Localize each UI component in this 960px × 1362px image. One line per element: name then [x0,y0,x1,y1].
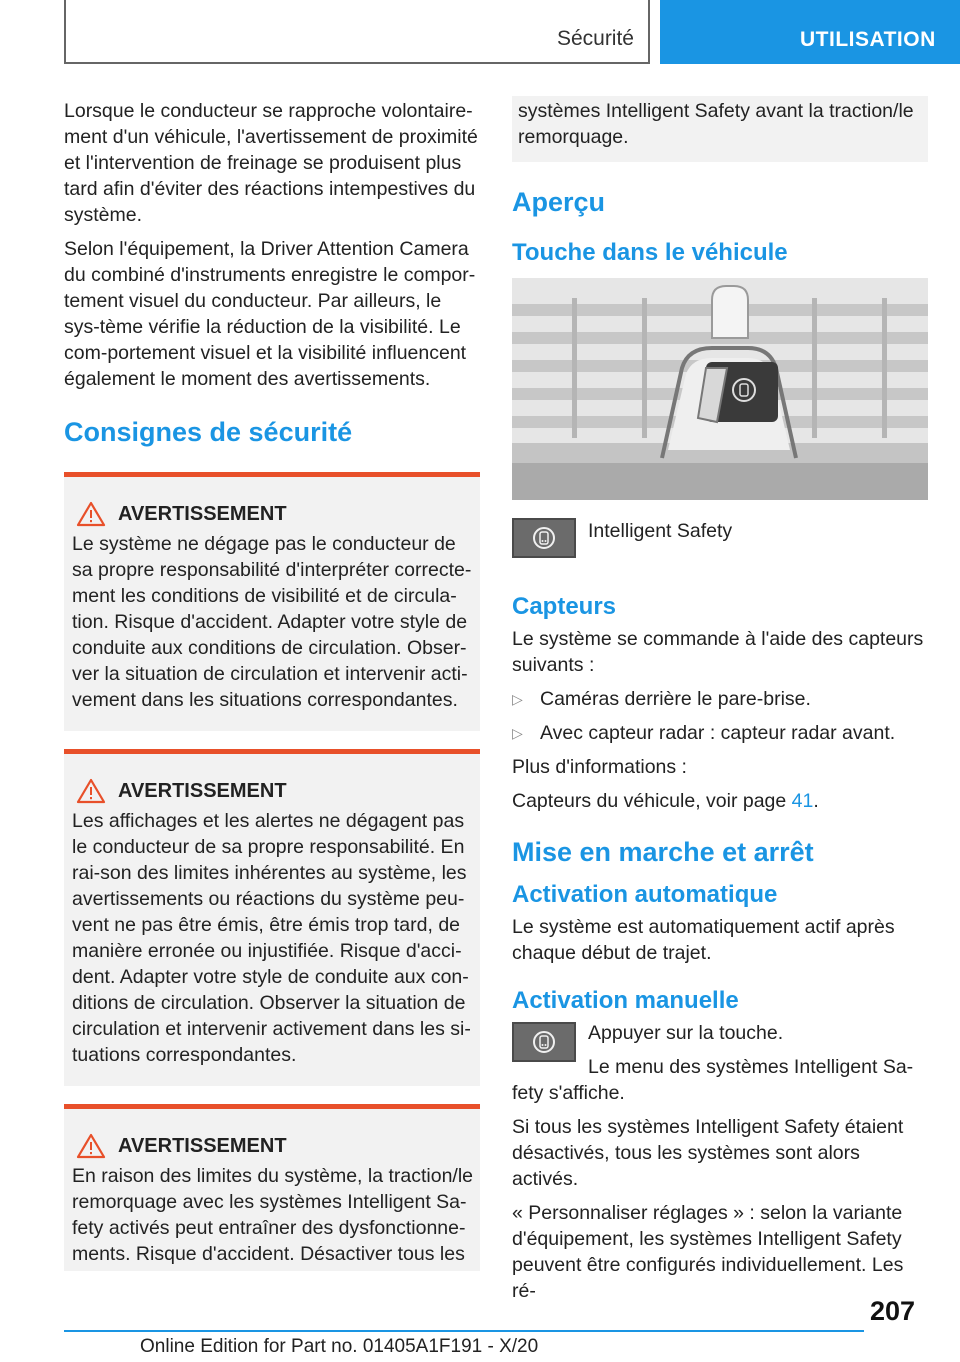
manual-step-1: Appuyer sur la touche. [588,1022,784,1044]
button-caption: Intelligent Safety [588,520,733,542]
bullet-triangle-icon: ▷ [512,691,523,707]
button-heading: Touche dans le véhicule [512,239,788,266]
auto-activation-heading: Activation automatique [512,881,778,908]
header-chapter-title: UTILISATION [800,28,936,51]
warning-triangle-icon [76,1133,106,1159]
intro-paragraph-1: Lorsque le conducteur se rapproche volontaire‐ment d'un véhicule, l'avertissement de proximité et l'intervention de freinage se produisent plus tard afin d'éviter des réactions intempestives du système. [64,100,478,226]
list-item-text: Caméras derrière le pare-brise. [540,688,811,710]
warning-text: En raison des limites du système, la traction/le remorquage avec les systèmes Intelligent Sa‐fety activés peut entraîner des dysfonctionne‐ments. Risque d'accident. Désactiver tous les [72,1165,474,1265]
list-item [512,720,928,746]
vehicle-button-photo [512,278,928,500]
header-chapter-tab [660,0,960,64]
sensors-heading: Capteurs [512,593,617,620]
manual-activation-block [512,1020,928,1106]
auto-activation-text: Le système est automatiquement actif après chaque début de trajet. [512,916,895,964]
left-column [64,98,480,1271]
button-caption-row [512,518,928,558]
warning-box-1 [64,472,480,731]
warning-text: Les affichages et les alertes ne dégagent pas le conducteur de sa propre responsabilité. En rai‐son des limites inhérentes au système, les avertissements ou réactions du système peu‐vent ne pas être émis, être émis trop tard, de manière erronée ou injustifiée. Risque d'acci‐dent. Adapter votre style de conduite aux con‐ditions de circulation. Observer la situation de circulation et intervenir activement dans les si‐tuations correspondantes. [72,810,471,1066]
page-number: 207 [870,1296,916,1326]
overview-heading: Aperçu [512,187,606,217]
warning-title: AVERTISSEMENT [118,1135,287,1157]
onoff-heading: Mise en marche et arrêt [512,837,814,867]
warning-text: Le système ne dégage pas le conducteur de sa propre responsabilité d'interpréter correcte‐ment les conditions de visibilité et de circula‐tion. Risque d'accident. Adapter votre style de conduite aux conditions de circulation. Obser‐ver la situation de circulation et intervenir acti‐vement dans les situations correspondantes. [72,533,472,711]
footer-edition: Online Edition for Part no. 01405A1F191 - X/20 [140,1336,539,1357]
page-header [0,0,960,68]
warning-box-3 [64,1104,480,1271]
bullet-triangle-icon: ▷ [512,725,523,741]
intelligent-safety-button-icon [512,1022,576,1062]
warning-continuation-text: systèmes Intelligent Safety avant la traction/le remorquage. [518,100,914,148]
warning-continuation [512,96,928,162]
intelligent-safety-button-icon [512,518,576,558]
header-section-tab [64,0,650,64]
list-item-text: Avec capteur radar : capteur radar avant. [540,722,896,744]
manual-step-2: Le menu des systèmes Intelligent Sa‐fety s'affiche. [512,1056,914,1104]
more-info-label: Plus d'informations : [512,756,687,778]
intro-paragraph-2: Selon l'équipement, la Driver Attention Camera du combiné d'instruments enregistre le compor‐tement visuel du conducteur. Par ailleurs, le sys‐tème vérifie la réduction de la visibilité. Le com‐portement visuel et la visibilité influencent également le moment des avertissements. [64,238,476,390]
page-link[interactable]: 41 [791,790,814,812]
warning-triangle-icon [76,501,106,527]
right-column [512,98,928,1312]
sensor-reference: Capteurs du véhicule, voir page 41. [512,790,819,812]
safety-heading: Consignes de sécurité [64,417,353,447]
warning-title: AVERTISSEMENT [118,503,287,525]
list-item [512,686,928,712]
warning-triangle-icon [76,778,106,804]
header-section-title: Sécurité [556,27,634,50]
footer-divider [64,1330,864,1332]
manual-paragraph-2: Si tous les systèmes Intelligent Safety étaient désactivés, tous les systèmes sont alors activés. [512,1116,904,1190]
warning-box-2 [64,749,480,1086]
manual-paragraph-3: « Personnaliser réglages » : selon la variante d'équipement, les systèmes Intelligent Safety peuvent être configurés individuellement. Les ré‐ [512,1202,904,1302]
manual-activation-heading: Activation manuelle [512,987,739,1014]
sensors-text: Le système se commande à l'aide des capteurs suivants : [512,628,924,676]
warning-title: AVERTISSEMENT [118,780,287,802]
